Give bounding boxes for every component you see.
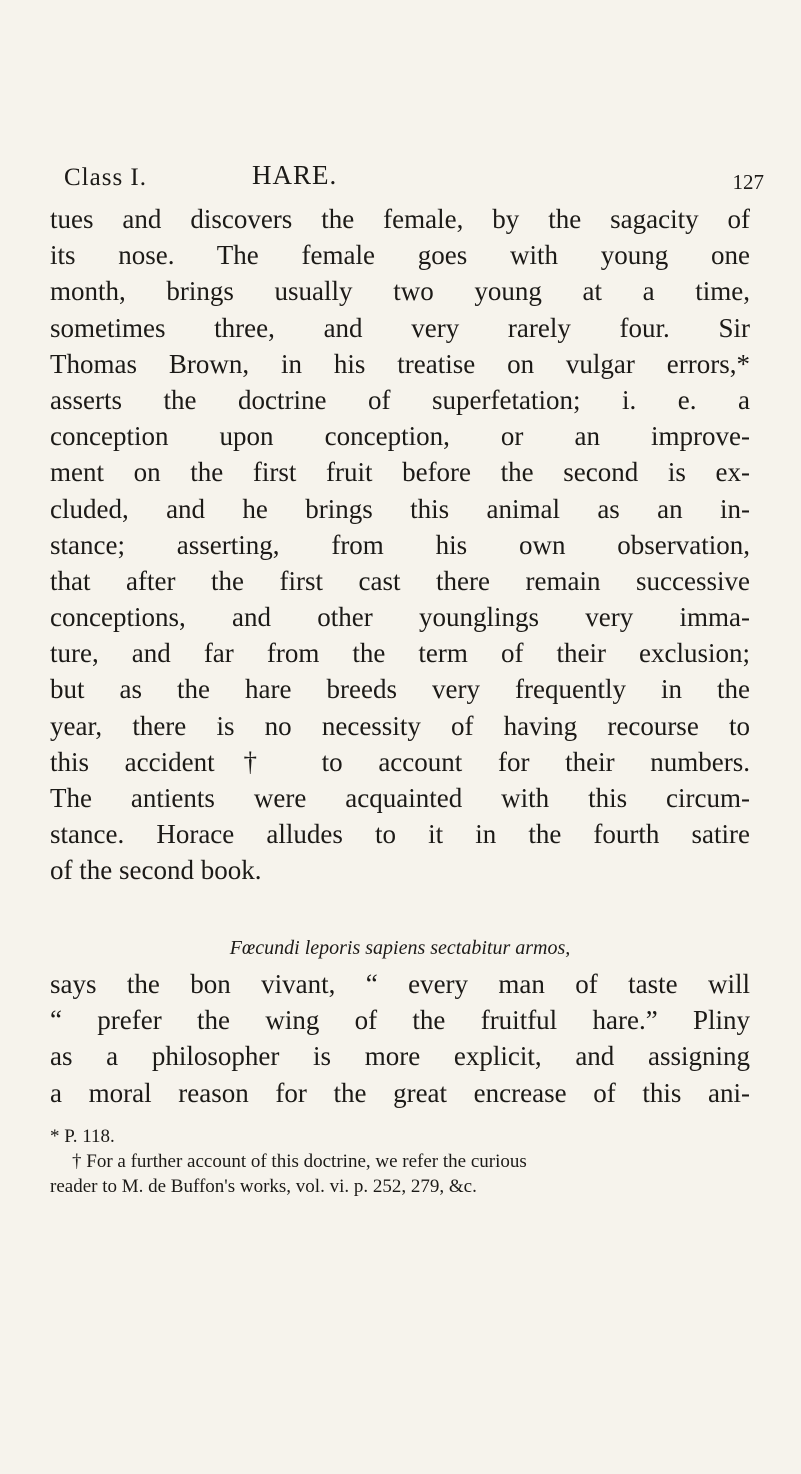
text-line: stance; asserting, from his own observation, <box>50 529 750 560</box>
text-line: conceptions, and other younglings very imma- <box>50 602 750 633</box>
footnotes <box>50 1124 750 1199</box>
text-line: says the bon vivant, “ every man of taste will <box>50 969 750 999</box>
text-line: as a philosopher is more explicit, and assigning <box>50 1041 750 1072</box>
text-line: that after the first cast there remain successive <box>50 565 750 596</box>
running-head <box>64 160 764 200</box>
text-line: “ prefer the wing of the fruitful hare.” Pliny <box>50 1005 750 1036</box>
text-line: tues and discovers the female, by the sagacity of <box>50 204 750 234</box>
footnote-2: † For a further account of this doctrine, we refer the curious <box>72 1151 527 1172</box>
text-line: Thomas Brown, in his treatise on vulgar errors,* <box>50 348 750 379</box>
text-line: month, brings usually two young at a time, <box>50 276 750 307</box>
text-line: year, there is no necessity of having recourse to <box>50 710 750 741</box>
text-line: but as the hare breeds very frequently in the <box>50 674 750 705</box>
text-line: sometimes three, and very rarely four. Sir <box>50 312 750 343</box>
page-number: 127 <box>732 170 764 194</box>
text-line: its nose. The female goes with young one <box>50 240 750 271</box>
text-line: of the second book. <box>50 855 262 886</box>
text-line: stance. Horace alludes to it in the fourth satire <box>50 819 750 850</box>
continuation-paragraph <box>50 966 750 1111</box>
text-line: ture, and far from the term of their exclusion; <box>50 638 750 669</box>
page-title: HARE. <box>252 160 338 190</box>
text-line: asserts the doctrine of superfetation; i. e. a <box>50 384 750 415</box>
text-line: cluded, and he brings this animal as an in- <box>50 493 750 524</box>
text-line: The antients were acquainted with this circum- <box>50 783 750 813</box>
text-line: a moral reason for the great encrease of this ani- <box>50 1077 750 1108</box>
text-line: conception upon conception, or an improve- <box>50 421 750 452</box>
class-label: Class I. <box>64 164 147 191</box>
footnote-2-continued: reader to M. de Buffon's works, vol. vi. p. 252, 279, &c. <box>50 1176 477 1197</box>
main-paragraph <box>50 201 750 889</box>
text-line: ment on the first fruit before the second is ex- <box>50 457 750 488</box>
latin-quote: Fœcundi leporis sapiens sectabitur armos, <box>229 937 571 959</box>
footnote-1: * P. 118. <box>50 1126 115 1147</box>
text-line: this accident† to account for their numbers. <box>50 746 750 777</box>
